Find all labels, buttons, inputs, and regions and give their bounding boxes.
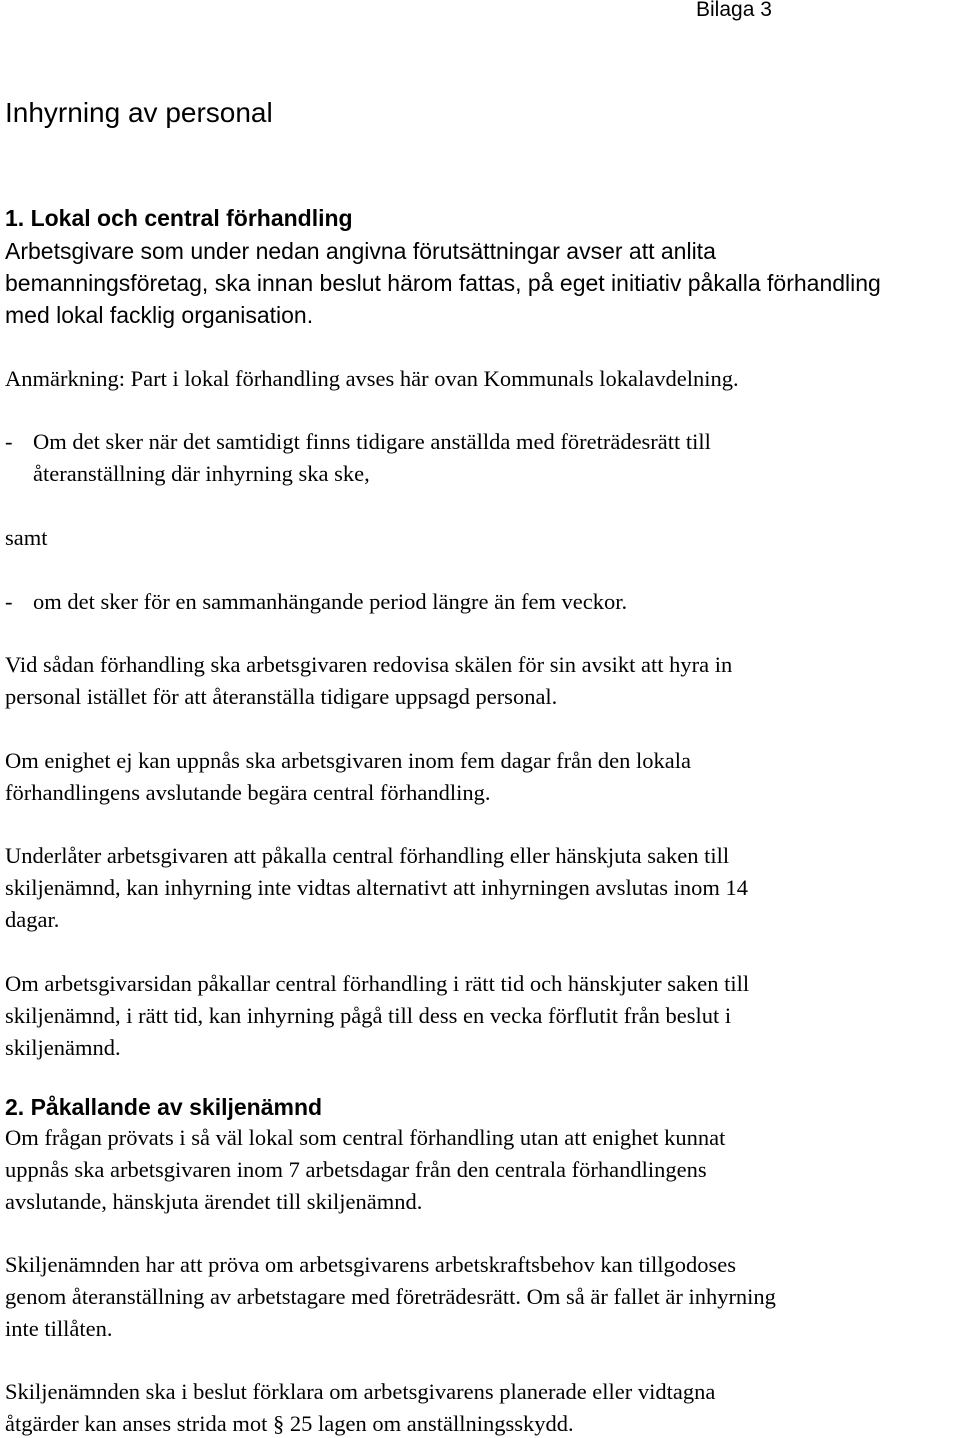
paragraph-2-line-1: Om enighet ej kan uppnås ska arbetsgivaren inom fem dagar från den lokala [5, 748, 692, 773]
note-text: Anmärkning: Part i lokal förhandling avses här ovan Kommunals lokalavdelning. [5, 366, 739, 391]
section-2-paragraph-1-line-2: uppnås ska arbetsgivaren inom 7 arbetsdagar från den centrala förhandlingens [5, 1157, 707, 1182]
paragraph-3-line-2: skiljenämnd, kan inhyrning inte vidtas alternativt att inhyrningen avslutas inom 14 [5, 875, 748, 900]
paragraph-4-line-1: Om arbetsgivarsidan påkallar central förhandling i rätt tid och hänskjuter saken till [5, 971, 750, 996]
section-1-intro-line-1: Arbetsgivare som under nedan angivna förutsättningar avser att anlita [5, 238, 716, 264]
section-2-paragraph-1-line-1: Om frågan prövats i så väl lokal som central förhandling utan att enighet kunnat [5, 1125, 726, 1150]
section-2-heading: 2. Påkallande av skiljenämnd [5, 1094, 323, 1120]
section-1-intro-line-3: med lokal facklig organisation. [5, 302, 314, 328]
section-2-paragraph-2-line-2: genom återanställning av arbetstagare med företrädesrätt. Om så är fallet är inhyrning [5, 1284, 776, 1309]
page-title: Inhyrning av personal [5, 97, 273, 128]
section-1-intro-line-2: bemanningsföretag, ska innan beslut härom fattas, på eget initiativ påkalla förhandling [5, 270, 881, 296]
section-2-paragraph-3-line-2: åtgärder kan anses strida mot § 25 lagen om anställningsskydd. [5, 1411, 574, 1436]
conjunction-text: samt [5, 525, 48, 550]
paragraph-1-line-1: Vid sådan förhandling ska arbetsgivaren redovisa skälen för sin avsikt att hyra in [5, 652, 733, 677]
section-1-heading: 1. Lokal och central förhandling [5, 205, 353, 231]
paragraph-3-line-3: dagar. [5, 907, 60, 932]
condition-2-text: om det sker för en sammanhängande period längre än fem veckor. [33, 589, 628, 614]
paragraph-4-line-3: skiljenämnd. [5, 1035, 121, 1060]
section-2-paragraph-3-line-1: Skiljenämnden ska i beslut förklara om arbetsgivarens planerade eller vidtagna [5, 1379, 716, 1404]
section-2-paragraph-2-line-1: Skiljenämnden har att pröva om arbetsgivarens arbetskraftsbehov kan tillgodoses [5, 1252, 737, 1277]
condition-1-line-1: Om det sker när det samtidigt finns tidigare anställda med företrädesrätt till [33, 429, 711, 454]
appendix-label: Bilaga 3 [696, 0, 772, 21]
section-2-paragraph-2-line-3: inte tillåten. [5, 1316, 113, 1341]
paragraph-2-line-2: förhandlingens avslutande begära central förhandling. [5, 780, 491, 805]
paragraph-4-line-2: skiljenämnd, i rätt tid, kan inhyrning pågå till dess en vecka förflutit från beslut i [5, 1003, 732, 1028]
section-2-paragraph-1-line-3: avslutande, hänskjuta ärendet till skiljenämnd. [5, 1189, 423, 1214]
list-dash: - [5, 429, 13, 454]
paragraph-3-line-1: Underlåter arbetsgivaren att påkalla central förhandling eller hänskjuta saken till [5, 843, 730, 868]
paragraph-1-line-2: personal istället för att återanställa tidigare uppsagd personal. [5, 684, 558, 709]
list-dash: - [5, 589, 13, 614]
condition-1-line-2: återanställning där inhyrning ska ske, [33, 461, 370, 486]
